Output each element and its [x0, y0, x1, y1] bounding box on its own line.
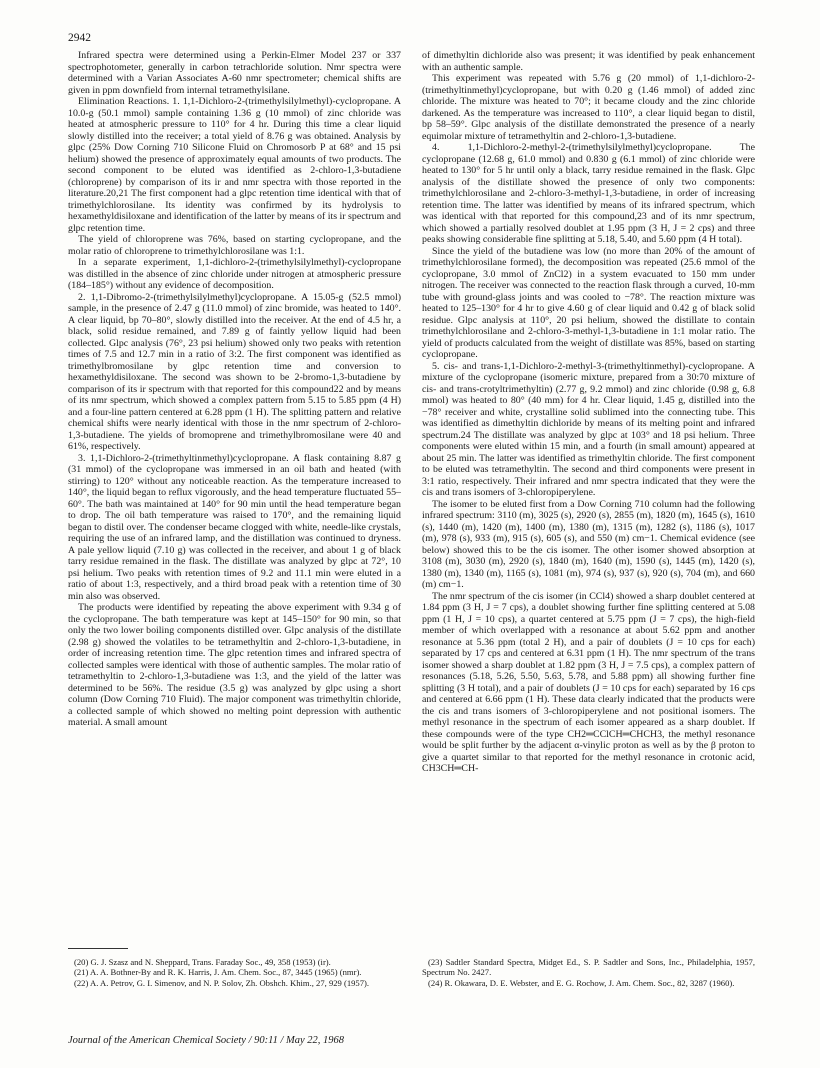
paragraph: 4. 1,1-Dichloro-2-methyl-2-(trimethylsilylmethyl)cyclopropane. The cyclopropane (12.68 g, 61.0 mmol) and 0.830 g (6.1 mmol) of zinc chloride were heated to 130° for 5 hr until only a black, tarry residue remained in the flask. Glpc analysis of the distillate showed the presence of only two components: trimethylchlorosilane and 2-chloro-3-methyl-1,3-butadiene, in order of increasing retention time. The latter was identified by means of its infrared spectrum, which was identical with that reported for this compound,23 and of its nmr spectrum, which showed a partially resolved doublet at 1.95 ppm (3 H, J = 2 cps) and three peaks showing considerable fine splitting at 5.18, 5.40, and 5.60 ppm (4 H total). — [422, 142, 755, 245]
paragraph: In a separate experiment, 1,1-dichloro-2-(trimethylsilylmethyl)-cyclopropane was distilled in the absence of zinc chloride under nitrogen at atmospheric pressure (184–185°) without any evidence of decomposition. — [68, 257, 401, 291]
paragraph: The nmr spectrum of the cis isomer (in CCl4) showed a sharp doublet centered at 1.84 ppm (3 H, J = 7 cps), a doublet showing further fine splitting centered at 5.08 ppm (1 H, J = 10 cps), a quartet centered at 5.75 ppm (J = 7 cps), the high-field member of which overlapped with a resonance at about 5.62 ppm and another resonance at 5.36 ppm (total 2 H), and a pair of doublets (J = 10 cps for each) separated by 17 cps and centered at 6.31 ppm (1 H). The nmr spectrum of the trans isomer showed a sharp doublet at 1.82 ppm (3 H, J = 7.5 cps), a complex pattern of resonances (5.18, 5.26, 5.50, 5.63, 5.78, and 5.88 ppm) all showing further fine splitting (3 H total), and a pair of doublets (J = 10 cps for each) separated by 16 cps and centered at 6.66 ppm (1 H). These data clearly indicated that the products were the cis and trans isomers of 3-chloropiperylene and not positional isomers. The methyl resonance in the spectrum of each isomer appeared as a sharp doublet. If these compounds were of the type CH2═CClCH═CHCH3, the methyl resonance would be split further by the adjacent α-vinylic proton as well as by the β proton to give a quartet similar to that reported for the methyl resonance in crotonic acid, CH3CH═CH- — [422, 590, 755, 774]
page-number: 2942 — [68, 32, 91, 44]
journal-footer: Journal of the American Chemical Society / 90:11 / May 22, 1968 — [68, 1035, 345, 1046]
right-column — [422, 50, 755, 775]
paragraph: 2. 1,1-Dibromo-2-(trimethylsilylmethyl)cyclopropane. A 15.05-g (52.5 mmol) sample, in the presence of 2.47 g (11.0 mmol) of zinc bromide, was heated to 140°. A clear liquid, bp 70–80°, slowly distilled into the receiver. At the end of 4.5 hr, a black, solid residue remained, and 7.89 g of faintly yellow liquid had been collected. Glpc analysis (76°, 23 psi helium) showed only two peaks with retention times of 7.5 and 12.7 min in a ratio of 3:2. The first component was identified as trimethylbromosilane by glpc retention time and conversion to hexamethyldisiloxane. The second was shown to be 2-bromo-1,3-butadiene by comparison of its ir spectrum with that reported for this compound22 and by means of its nmr spectrum, which showed a complex pattern from 5.15 to 5.85 ppm (4 H) and a four-line pattern centered at 6.28 ppm (1 H). The splitting pattern and relative chemical shifts were nearly identical with those in the nmr spectrum of 2-chloro-1,3-butadiene. The yields of bromoprene and trimethylbromosilane were 40 and 61%, respectively. — [68, 291, 401, 452]
footnote: (22) A. A. Petrov, G. I. Simenov, and N. P. Solov, Zh. Obshch. Khim., 27, 929 (1957). — [74, 977, 370, 988]
paragraph: The isomer to be eluted first from a Dow Corning 710 column had the following infrared spectrum: 3110 (m), 3025 (s), 2920 (s), 2855 (m), 1820 (m), 1645 (s), 1610 (s), 1440 (m), 1420 (m), 1400 (m), 1380 (m), 1315 (m), 1282 (s), 1186 (s), 1017 (m), 978 (s), 933 (m), 915 (s), 605 (s), and 550 (m) cm−1. Chemical evidence (see below) showed this to be the cis isomer. The other isomer showed absorption at 3108 (m), 3030 (m), 2920 (s), 1840 (m), 1640 (m), 1590 (s), 1445 (m), 1420 (s), 1380 (m), 1340 (m), 1165 (s), 1081 (m), 974 (s), 937 (s), 920 (s), 704 (m), and 660 (m) cm−1. — [422, 498, 755, 590]
left-column — [68, 50, 401, 729]
paragraph: of dimethyltin dichloride also was present; it was identified by peak enhancement with an authentic sample. — [422, 50, 755, 73]
paragraph: Elimination Reactions. 1. 1,1-Dichloro-2-(trimethylsilylmethyl)-cyclopropane. A 10.0-g (50.1 mmol) sample containing 1.36 g (10 mmol) of zinc chloride was heated at atmospheric pressure to 110° for 4 hr. During this time a clear liquid slowly distilled into the receiver; a total yield of 8.76 g was obtained. Analysis by glpc (25% Dow Corning 710 Silicone Fluid on Chromosorb P at 68° and 15 psi helium) showed the presence of approximately equal amounts of two products. The second component to be eluted was identified as 2-chloro-1,3-butadiene (chloroprene) by comparison of its ir and nmr spectra with those reported in the literature.20,21 The first component had a glpc retention time identical with that of trimethylchlorosilane. Its identity was confirmed by its hydrolysis to hexamethyldisiloxane and identification of the latter by means of its ir spectrum and glpc retention time. — [68, 96, 401, 234]
footnotes-left — [68, 957, 401, 988]
footnote-divider — [68, 948, 128, 949]
footnote: (20) G. J. Szasz and N. Sheppard, Trans. Faraday Soc., 49, 358 (1953) (ir). — [74, 957, 331, 967]
paragraph: The products were identified by repeating the above experiment with 9.34 g of the cyclopropane. The bath temperature was kept at 145–150° for 90 min, so that only the two lower boiling components distilled over. Glpc analysis of the distillate (2.98 g) showed the volatiles to be tetramethyltin and 2-chloro-1,3-butadiene, in order of increasing retention time. The glpc retention times and infrared spectra of collected samples were identical with those of authentic samples. The molar ratio of tetramethyltin to 2-chloro-1,3-butadiene was 1:3, and the yield of the latter was determined to be 56%. The residue (3.5 g) was analyzed by glpc using a short column (Dow Corning 710 Fluid). The major component was trimethyltin chloride, a collected sample of which showed no melting point depression with authentic material. A small amount — [68, 602, 401, 728]
paragraph: The yield of chloroprene was 76%, based on starting cyclopropane, and the molar ratio of chloroprene to trimethylchlorosilane was 1:1. — [68, 234, 401, 257]
paragraph: 5. cis- and trans-1,1-Dichloro-2-methyl-3-(trimethyltinmethyl)-cyclopropane. A mixture of the cyclopropane (isomeric mixture, prepared from a 30:70 mixture of cis- and trans-crotyltrimethyltin) (2.77 g, 9.2 mmol) and zinc chloride (0.98 g, 6.8 mmol) was heated to 80° (40 mm) for 4 hr. Clear liquid, 1.45 g, distilled into the −78° receiver and white, crystalline solid sublimed into the connecting tube. This was identified as dimethyltin dichloride by means of its melting point and infrared spectrum.24 The distillate was analyzed by glpc at 103° and 18 psi helium. Three components were eluted within 15 min, and a fourth (in small amount) appeared at about 25 min. The latter was identified as trimethyltin chloride. The first component to be eluted was tetramethyltin. The second and third components were present in 3:1 ratio, respectively. Their infrared and nmr spectra indicated that they were the cis and trans isomers of 3-chloropiperylene. — [422, 360, 755, 498]
paragraph: Since the yield of the butadiene was low (no more than 20% of the amount of trimethylchlorosilane formed), the decomposition was repeated (25.6 mmol of the cyclopropane, 3.0 mmol of ZnCl2) in a system evacuated to 150 mm under nitrogen. The receiver was connected to the reaction flask through a curved, 10-mm tube with ground-glass joints and was cooled to −78°. The reaction mixture was heated to 125–130° for 4 hr to give 4.60 g of clear liquid and 0.42 g of black solid residue. Glpc analysis at 110°, 20 psi helium, showed the distillate to contain trimethylchlorosilane and 2-chloro-3-methyl-1,3-butadiene in 1:1 molar ratio. The yield of products calculated from the weight of distillate was 85%, based on starting cyclopropane. — [422, 245, 755, 360]
footnote: (21) A. A. Bothner-By and R. K. Harris, J. Am. Chem. Soc., 87, 3445 (1965) (nmr). — [74, 967, 362, 978]
paragraph: 3. 1,1-Dichloro-2-(trimethyltinmethyl)cyclopropane. A flask containing 8.87 g (31 mmol) of the cyclopropane was immersed in an oil bath and heated (with stirring) to 120° without any noticeable reaction. As the temperature increased to 140°, the liquid began to reflux vigorously, and the head temperature fluctuated 55–60°. The bath was maintained at 140° for 90 min until the head temperature began to drop. The oil bath temperature was raised to 170°, and the remaining liquid began to distil over. The condenser became clogged with white, needle-like crystals, requiring the use of an infrared lamp, and the distillation was continued to dryness. A pale yellow liquid (7.10 g) was collected in the receiver, and about 1 g of black tarry residue remained in the flask. The distillate was analyzed by glpc at 72°, 10 psi helium. Two peaks with retention times of 9.2 and 11.1 min were eluted in a ratio of about 1:3, respectively, and a third broad peak with a retention time of 30 min also was observed. — [68, 452, 401, 602]
footnotes-right — [422, 957, 755, 988]
footnote: (24) R. Okawara, D. E. Webster, and E. G. Rochow, J. Am. Chem. Soc., 82, 3287 (1960). — [428, 977, 735, 988]
paragraph: This experiment was repeated with 5.76 g (20 mmol) of 1,1-dichloro-2-(trimethyltinmethyl)cyclopropane, but with 0.20 g (1.46 mmol) of added zinc chloride. The mixture was heated to 70°; it became cloudy and the zinc chloride darkened. As the temperature was increased to 110°, a clear liquid began to distil, bp 58–59°. Glpc analysis of the distillate demonstrated the presence of a nearly equimolar mixture of tetramethyltin and 2-chloro-1,3-butadiene. — [422, 73, 755, 142]
footnote: (23) Sadtler Standard Spectra, Midget Ed., S. P. Sadtler and Sons, Inc., Philadelphia, 1957, Spectrum No. 2427. — [422, 957, 755, 978]
paragraph: Infrared spectra were determined using a Perkin-Elmer Model 237 or 337 spectrophotometer, generally in carbon tetrachloride solution. Nmr spectra were determined with a Varian Associates A-60 nmr spectrometer; chemical shifts are given in ppm downfield from internal tetramethylsilane. — [68, 50, 401, 96]
